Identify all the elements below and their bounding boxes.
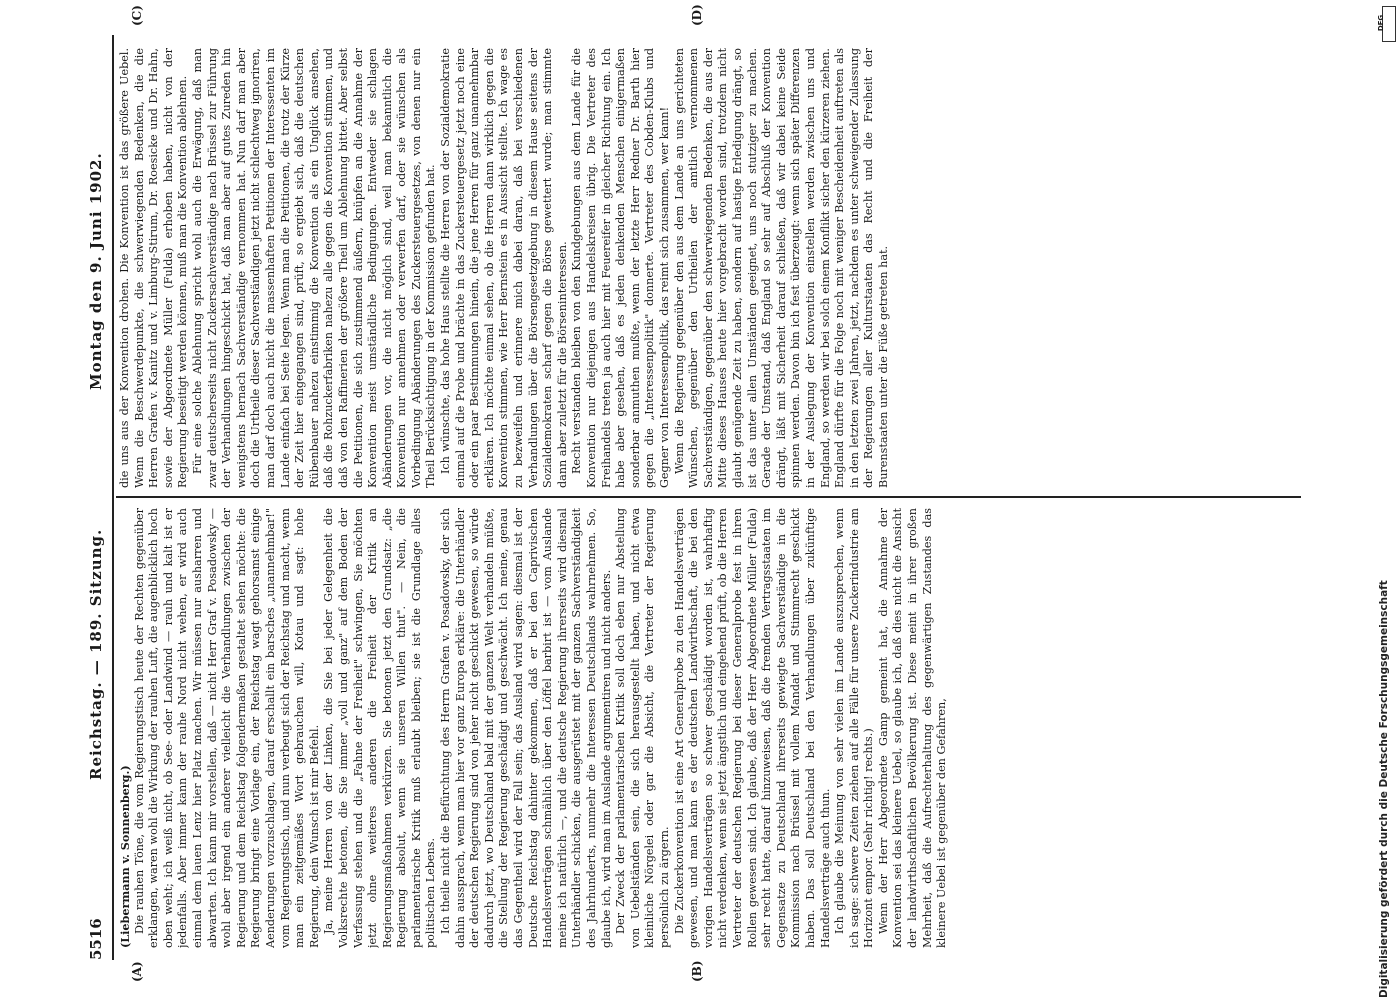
dfg-logo-text: DFG: [1377, 14, 1386, 32]
header-rule: [112, 35, 114, 960]
credit-text: Digitalisierung gefördert durch die Deutsche Forschungsgemeinschaft: [1378, 580, 1390, 998]
left-column: [118, 508, 1298, 948]
paragraph: Wenn der Herr Abgeordnete Gamp gemeint hat, die Annahme der Konvention sei das kleinere Uebel, so glaube ich, daß dies nicht die Ansicht der landwirthschaftlichen Bevölkerung ist. Diese meint in ihrer großen Mehrheit, daß die Aufrechterhaltung des gegenwärtigen Zustandes das kleinere Uebel ist gegenüber den Gefahren,: [876, 508, 949, 948]
digitization-credit: [1378, 8, 1396, 998]
paragraph: Für eine solche Ablehnung spricht wohl auch die Erwägung, daß man zwar deutscherseits nicht Zuckersachverständige nach Brüssel zur Führung der Verhandlungen hingeschickt hat, daß man aber auf gutes Zureden hin wenigstens hernach Sachverständige vernommen hat. Nun darf man aber doch die Urtheile dieser Sachverständigen jetzt nicht schlechtweg ignoriren, man darf doch auch nicht die massenhaften Petitionen der Interessenten im Lande einfach bei Seite legen. Wenn man die Petitionen, die trotz der Kürze der Zeit hier eingegangen sind, prüft, so ergiebt sich, daß die deutschen Rübenbauer nahezu einstimmig die Konvention als ein Unglück ansehen, daß die Rohzuckerfabriken nahezu alle gegen die Konvention stimmen, und daß von den Raffinerien der größere Theil um Ablehnung bittet. Aber selbst die Petitionen, die sich zustimmend äußern, knüpfen an die Annahme der Konvention meist umständliche Bedingungen. Entweder sie schlagen Abänderungen vor, die nicht möglich sind, weil man bekanntlich die Konvention nur annehmen oder verwerfen darf, oder sie wünschen als Vorbedingung Abänderungen des Zuckersteuergesetzes, von denen nur ein Theil Berücksichtigung in der Kommission gefunden hat.: [190, 48, 438, 488]
paragraph: Ich glaube die Meinung von sehr vielen im Lande auszusprechen, wenn ich sage: schwere Zeiten ziehen auf alle Fälle für unsere Zuckerindustrie am Horizont empor. (Sehr richtig! rechts.): [833, 508, 876, 948]
paragraph: Wenn die Regierung gegenüber den aus dem Lande an uns gerichteten Wünschen, gegenüber den Urtheilen der amtlich vernommenen Sachverständigen, gegenüber den schwerwiegenden Bedenken, die aus der Mitte dieses Hauses heute hier vorgebracht worden sind, trotzdem nicht glaubt genügende Zeit zu haben, sondern auf hastige Erledigung drängt, so ist das unter allen Umständen geeignet, uns noch stutziger zu machen. Gerade der Umstand, daß England so sehr auf Abschluß der Konvention drängt, läßt mit Sicherheit darauf schließen, daß wir dabei keine Seide spinnen werden. Davon bin ich fest überzeugt: wenn sich später Differenzen in der Auslegung der Konvention einstellen werden zwischen uns und England, so werden wir bei solch einem Konflikt sicher den kürzeren ziehen. England dürfte für die Folge noch mit weniger Bescheidenheit auftreten als in den letzten zwei Jahren, jetzt, nachdem es unter schweigender Zulassung der Regierungen aller Kulturstaaten das Recht und die Freiheit der Burenstaaten unter die Füße getreten hat.: [672, 48, 890, 488]
page-header: [85, 35, 111, 960]
speaker-name: (Liebermann v. Sonnenberg.): [118, 765, 132, 948]
session-title: Reichstag. — 189. Sitzung.: [87, 528, 105, 780]
margin-mark-d: (D): [690, 4, 704, 26]
margin-mark-a: (A): [130, 961, 144, 982]
paragraph: Ja, meine Herren von der Linken, die Sie bei jeder Gelegenheit die Volksrechte betonen, die Sie immer „voll und ganz" auf dem Boden der Verfassung stehen und die „Fahne der Freiheit" schwingen, Sie möchten jetzt ohne weiteres anderen die Freiheit der Kritik an Regierungsmaßnahmen verkürzen. Sie betonen jetzt den Grundsatz: „die Regierung absolut, wenn sie unseren Willen thut". — Nein, die parlamentarische Kritik muß erlaubt bleiben; sie ist die Grundlage alles politischen Lebens.: [322, 508, 438, 948]
paragraph: Der Zweck der parlamentarischen Kritik soll doch eben nur Abstellung von Uebelständen sein, die sich herausgestellt haben, und nicht etwa kleinliche Nörgelei oder gar die Absicht, die Vertreter der Regierung persönlich zu ärgern.: [614, 508, 671, 948]
paragraph: Recht verstanden bleiben von den Kundgebungen aus dem Lande für die Konvention nur diejenigen aus Handelskreisen übrig. Die Vertreter des Freihandels treten ja auch hier mit Feuereifer in gleicher Richtung ein. Ich habe aber gesehen, daß es jeden denkenden Menschen einigermaßen sonderbar anmuthen mußte, wenn der letzte Herr Redner Dr. Barth hier gegen die „Interessenpolitik" donnerte. Vertreter des Cobden-Klubs und Gegner von Interessenpolitik, das reimt sich zusammen, wer kann!: [570, 48, 671, 488]
paragraph: die uns aus der Konvention drohen. Die Konvention ist das größere Uebel. Wenn die Beschwerdepunkte, die schwerwiegenden Bedenken, die die Herren Grafen v. Kanitz und v. Limburg-Stirum, Dr. Roesicke und Dr. Hahn, sowie der Abgeordnete Müller (Fulda) erhoben haben, nicht von der Regierung beseitigt werden können, muß man die Konvention ablehnen.: [118, 48, 190, 488]
page-number: 5516: [87, 918, 105, 960]
right-column: [118, 48, 1298, 488]
paragraph: Die Zuckerkonvention ist eine Art Generalprobe zu den Handelsverträgen gewesen, und man kann es der deutschen Landwirthschaft, die bei den vorigen Handelsverträgen so schwer geschädigt worden ist, wahrhaftig nicht verdenken, wenn sie jetzt ängstlich und eingehend prüft, ob die Herren Vertreter der deutschen Regierung bei dieser Generalprobe fest in ihren Rollen gewesen sind. Ich glaube, daß der Herr Abgeordnete Müller (Fulda) sehr recht hatte, darauf hinzuweisen, daß die fremden Vertragsstaaten im Gegensatze zu Deutschland ihrerseits gewiegte Sachverständige in die Kommission nach Brüssel mit vollem Mandat und Stimmrecht geschickt haben. Das soll Deutschland bei den Verhandlungen über zukünftige Handelsverträge auch thun.: [672, 508, 832, 948]
session-date: Montag den 9. Juni 1902.: [87, 152, 105, 390]
column-divider: [116, 496, 1301, 498]
margin-mark-b: (B): [690, 960, 704, 982]
margin-mark-c: (C): [130, 5, 144, 26]
paragraph: Ich wünschte, das hohe Haus stellte die Herren von der Sozialdemokratie einmal auf die Probe und brächte in das Zuckersteuergesetz jetzt noch eine oder ein paar Bestimmungen hinein, die jene Herren für ganz unannehmbar erklären. Ich möchte einmal sehen, ob die Herren dann wirklich gegen die Konvention stimmen, wie Herr Bernstein es in Aussicht stellte. Ich wage es zu bezweifeln und erinnere mich dabei daran, daß bei verschiedenen Verhandlungen über die Börsengesetzgebung in diesem Hause seitens der Sozialdemokraten scharf gegen die Börse gewettert wurde; man stimmte dann aber zuletzt für die Börseninteressen.: [439, 48, 569, 488]
paragraph: Die rauhen Töne, die vom Regierungstisch heute der Rechten gegenüber erklangen, waren wohl die Wirkung der rauhen Luft, die augenblicklich hoch oben weht; ich weiß nicht, ob See- oder Landwind — rauh und kalt ist er jedenfalls. Aber immer kann der rauhe Nord nicht wehen, er wird auch einmal dem lauen Lenz hier Platz machen. Wir müssen nur ausharren und abwarten. Ich kann mir vorstellen, daß — nicht Herr Graf v. Posadowsky — wohl aber irgend ein anderer vielleicht die Verhandlungen zwischen der Regierung und dem Reichstag folgendermaßen gestaltet sehen möchte: die Regierung bringt eine Vorlage ein, der Reichstag wagt gehorsamst einige Aenderungen vorzuschlagen, darauf erschallt ein barsches „unannehmbar!" vom Regierungstisch, und nun verbeugt sich der Reichstag und macht, wenn man ein zeitgemäßes Wort gebrauchen will, Kotau und sagt: hohe Regierung, dein Wunsch ist mir Befehl.: [132, 508, 321, 948]
paragraph: Ich theile nicht die Befürchtung des Herrn Grafen v. Posadowsky, der sich dahin aussprach, wenn man hier vor ganz Europa erkläre: die Unterhändler der deutschen Regierung sind von jeher nicht geschickt gewesen, so würde dadurch jetzt, wo Deutschland bald mit der ganzen Welt verhandeln müßte, die Stellung der Regierung geschädigt und geschwächt. Ich meine, genau das Gegentheil wird der Fall sein; das Ausland wird sagen: diesmal ist der Deutsche Reichstag dahinter gekommen, daß er bei den Caprivischen Handelsverträgen schmählich über den Löffel barbirt ist — vom Auslande meine ich natürlich —, und die deutsche Regierung ihrerseits wird diesmal Unterhändler schicken, die ausgerüstet mit der ganzen Sachverständigkeit des Jahrhunderts, nunmehr die Interessen Deutschlands wahrnehmen. So, glaube ich, wird man im Auslande argumentiren und nicht anders.: [439, 508, 613, 948]
